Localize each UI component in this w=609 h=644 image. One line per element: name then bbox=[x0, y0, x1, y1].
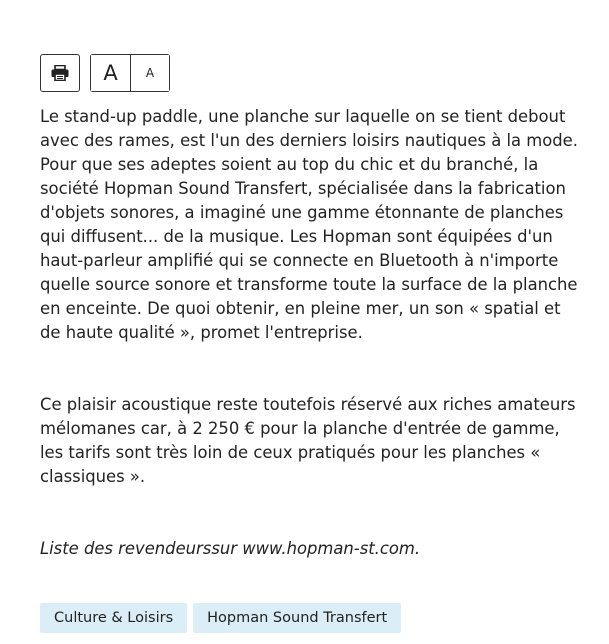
font-size-controls bbox=[90, 54, 170, 92]
decrease-font-label: A bbox=[145, 66, 155, 80]
tag-hopman-sound-transfert[interactable]: Hopman Sound Transfert bbox=[193, 603, 401, 633]
retailers-source-line: Liste des revendeurssur www.hopman-st.com. bbox=[40, 539, 421, 558]
tag-list bbox=[40, 603, 407, 633]
article-toolbar bbox=[40, 54, 170, 92]
article-body bbox=[40, 105, 585, 561]
tag-culture-loisirs[interactable]: Culture & Loisirs bbox=[40, 603, 187, 633]
printer-icon bbox=[51, 65, 69, 81]
print-button[interactable] bbox=[40, 54, 80, 92]
increase-font-label: A bbox=[103, 61, 118, 85]
article-paragraph-2: Ce plaisir acoustique reste toutefois réservé aux riches amateurs mélomanes car, à 2 250 € pour la planche d'entrée de gamme, les tarifs sont très loin de ceux pratiqués pour les planches « classiques ». bbox=[40, 395, 576, 486]
decrease-font-button[interactable] bbox=[130, 55, 169, 91]
article-paragraph-1: Le stand-up paddle, une planche sur laquelle on se tient debout avec des rames, est l'un des derniers loisirs nautiques à la mode. Pour que ses adeptes soient au top du chic et du branché, la société Hopman Sound Transfert, spécialisée dans la fabrication d'objets sonores, a imaginé une gamme étonnante de planches qui diffusent... de la musique. Les Hopman sont équipées d'un haut-parleur amplifié qui se connecte en Bluetooth à n'importe quelle source sonore et transforme toute la surface de la planche en enceinte. De quoi obtenir, en pleine mer, un son « spatial et de haute qualité », promet l'entreprise. bbox=[40, 107, 578, 342]
increase-font-button[interactable] bbox=[91, 55, 130, 91]
